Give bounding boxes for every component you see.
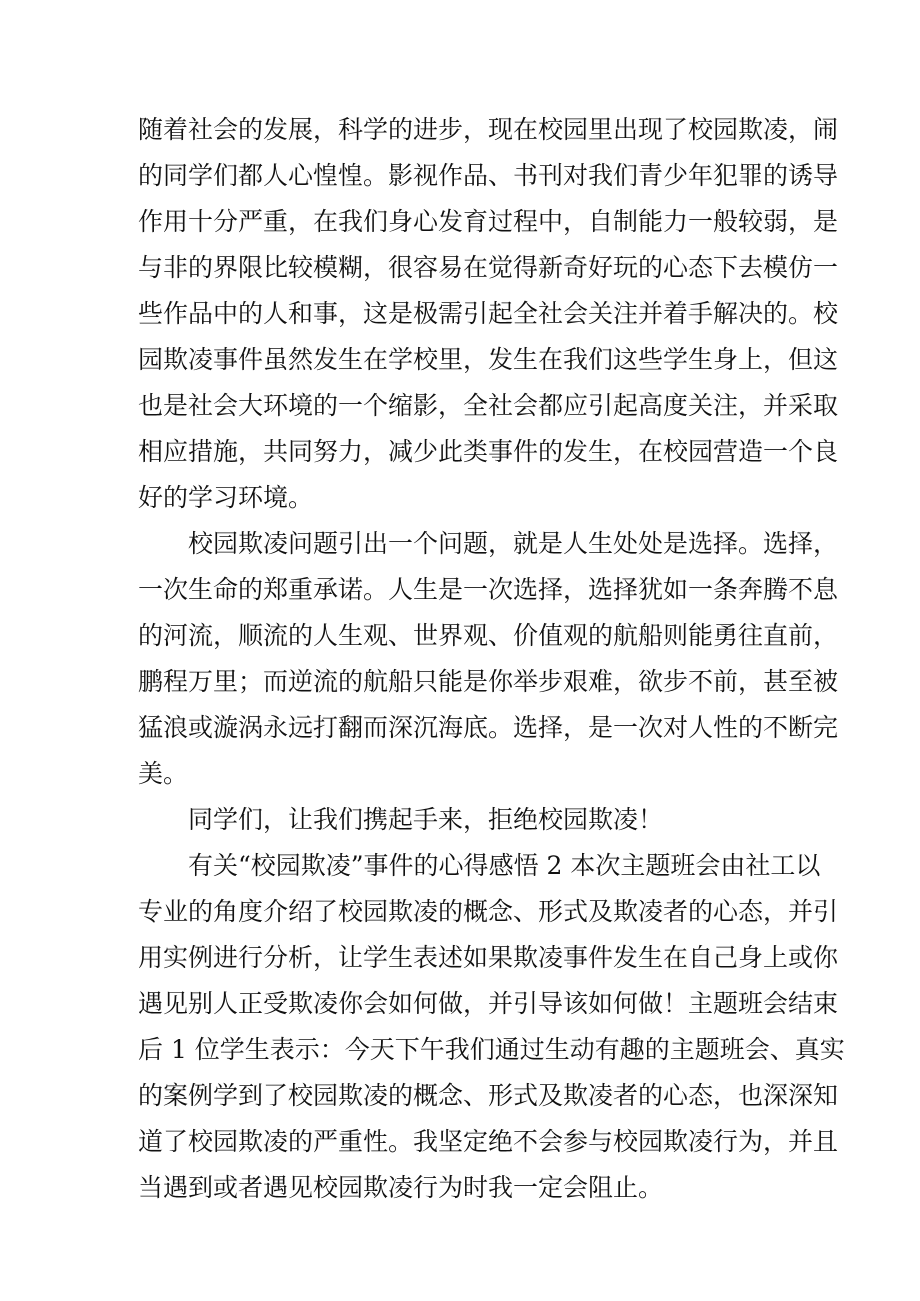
paragraph-4-line-8: 当遇到或者遇见校园欺凌行为时我一定会阻止。 [138, 1173, 664, 1202]
paragraph-4-line-3: 用实例进行分析，让学生表述如果欺凌事件发生在自己身上或你 [138, 943, 839, 972]
paragraph-1-line-9: 好的学习环境。 [138, 483, 314, 512]
paragraph-4-line-5: 后 1 位学生表示：今天下午我们通过生动有趣的主题班会、真实 [138, 1035, 845, 1064]
paragraph-2-line-6: 美。 [138, 759, 189, 788]
paragraph-1-line-5: 些作品中的人和事，这是极需引起全社会关注并着手解决的。校 [138, 299, 839, 328]
paragraph-2-line-3: 的河流，顺流的人生观、世界观、价值观的航船则能勇往直前， [138, 621, 839, 650]
paragraph-2-line-2: 一次生命的郑重承诺。人生是一次选择，选择犹如一条奔腾不息 [138, 575, 839, 604]
paragraph-3-line-1: 同学们，让我们携起手来，拒绝校园欺凌！ [188, 805, 664, 834]
paragraph-4-line-4: 遇见别人正受欺凌你会如何做，并引导该如何做！主题班会结束 [138, 989, 839, 1018]
paragraph-4-line-1: 有关“校园欺凌”事件的心得感悟 2 本次主题班会由社工以 [188, 851, 821, 880]
paragraph-1-line-3: 作用十分严重，在我们身心发育过程中，自制能力一般较弱，是 [138, 207, 839, 236]
paragraph-1-line-4: 与非的界限比较模糊，很容易在觉得新奇好玩的心态下去模仿一 [138, 253, 839, 282]
paragraph-2-line-4: 鹏程万里；而逆流的航船只能是你举步艰难，欲步不前，甚至被 [138, 667, 839, 696]
paragraph-2-line-1: 校园欺凌问题引出一个问题，就是人生处处是选择。选择， [188, 529, 839, 558]
paragraph-1-line-1: 随着社会的发展，科学的进步，现在校园里出现了校园欺凌，闹 [138, 115, 839, 144]
paragraph-1-line-2: 的同学们都人心惶惶。影视作品、书刊对我们青少年犯罪的诱导 [138, 161, 839, 190]
paragraph-4-line-7: 道了校园欺凌的严重性。我坚定绝不会参与校园欺凌行为，并且 [138, 1127, 839, 1156]
paragraph-1-line-8: 相应措施，共同努力，减少此类事件的发生，在校园营造一个良 [138, 437, 839, 466]
paragraph-4-line-6: 的案例学到了校园欺凌的概念、形式及欺凌者的心态，也深深知 [138, 1081, 839, 1110]
paragraph-4-line-2: 专业的角度介绍了校园欺凌的概念、形式及欺凌者的心态，并引 [138, 897, 839, 926]
paragraph-1-line-6: 园欺凌事件虽然发生在学校里，发生在我们这些学生身上，但这 [138, 345, 839, 374]
paragraph-1-line-7: 也是社会大环境的一个缩影，全社会都应引起高度关注，并采取 [138, 391, 839, 420]
paragraph-2-line-5: 猛浪或漩涡永远打翻而深沉海底。选择，是一次对人性的不断完 [138, 713, 839, 742]
